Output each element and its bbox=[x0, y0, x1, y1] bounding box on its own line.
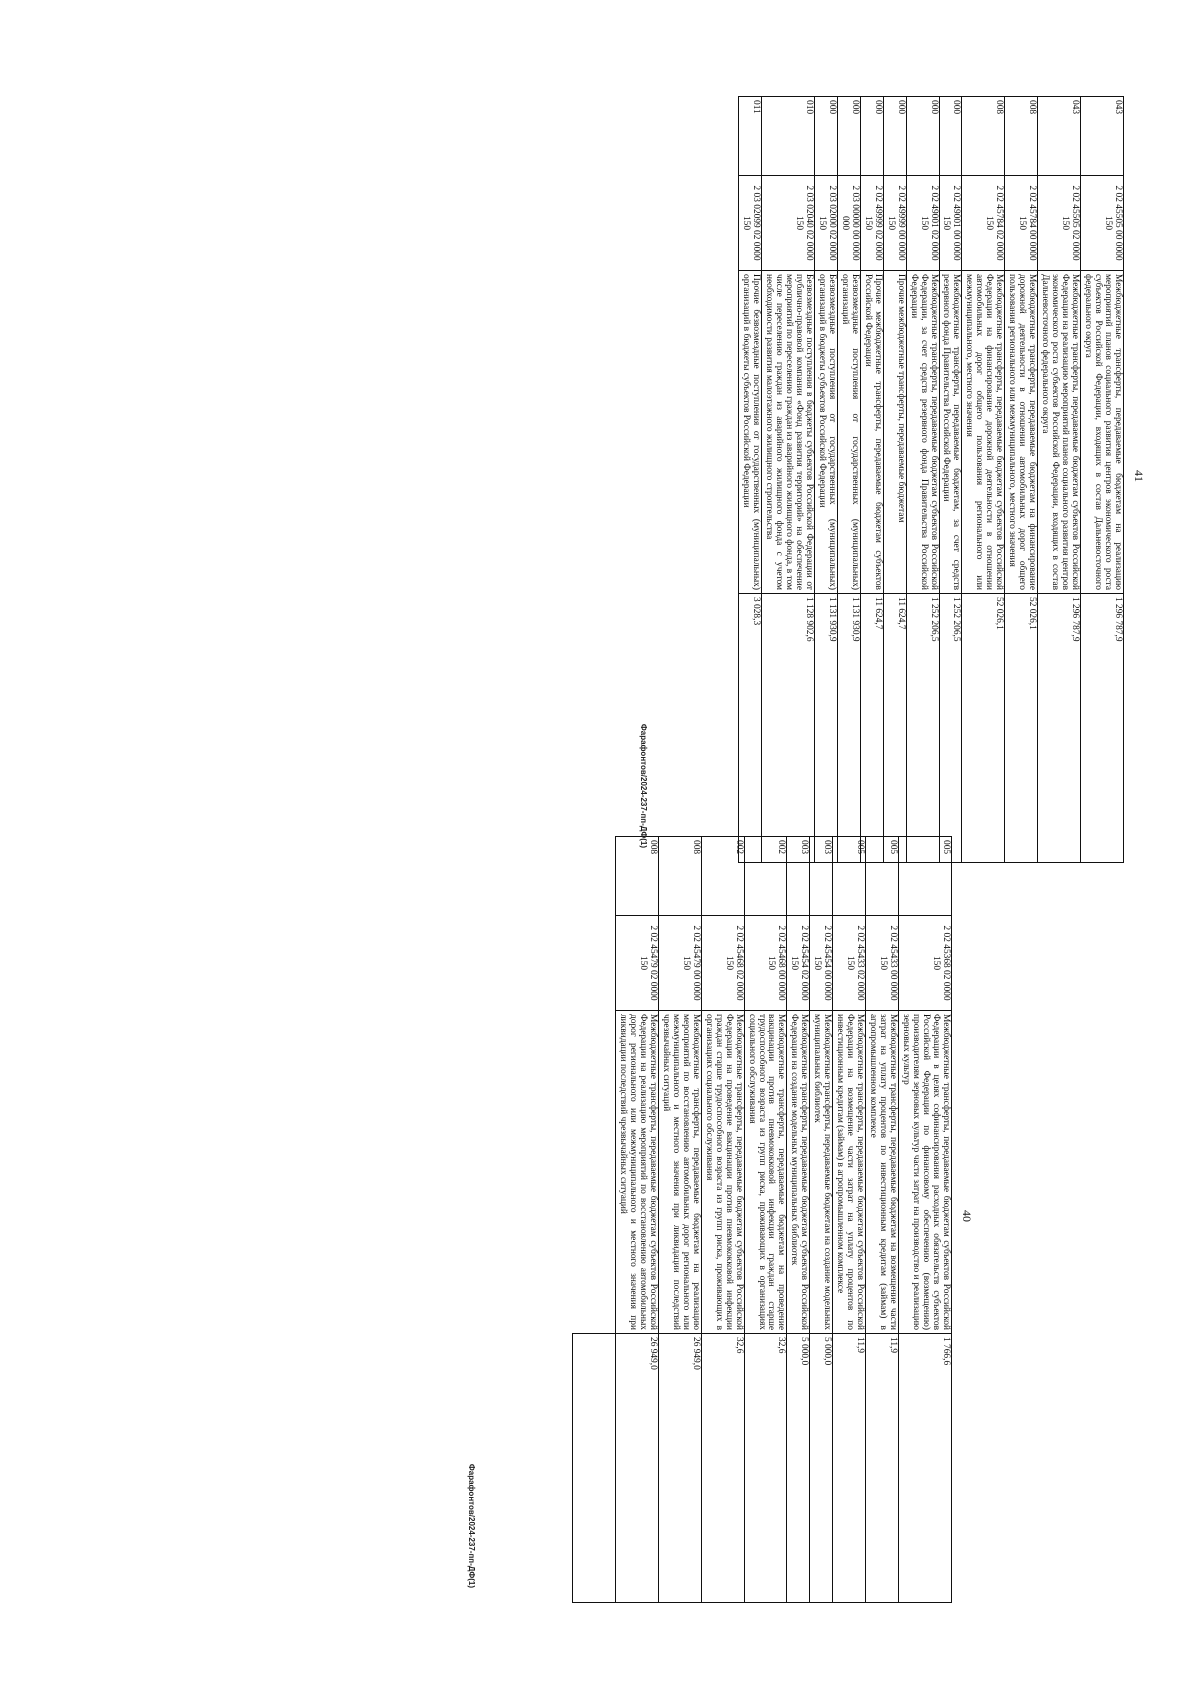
admin-code: 000 bbox=[906, 97, 939, 176]
admin-code: 003 bbox=[810, 837, 833, 916]
page-footer: Фарафонтов/2024-237-пп-ДФ(1) bbox=[467, 1463, 476, 1588]
admin-code: 005 bbox=[833, 837, 866, 916]
budget-code: 2 02 49999 02 0000 150 bbox=[860, 176, 883, 271]
budget-code: 2 02 45433 00 0000 150 bbox=[866, 916, 899, 1011]
admin-code: 043 bbox=[1038, 97, 1081, 176]
budget-table bbox=[738, 96, 1124, 863]
admin-code: 008 bbox=[615, 837, 658, 916]
income-name: Межбюджетные трансферты, передаваемые бюджетам на проведение вакцинации против пневмококковой инфекции граждан старше трудоспособного возраста из групп риска, проживающих в организациях социального обслуживания bbox=[744, 1011, 787, 1334]
amount-value: 1 131 930,9 bbox=[814, 594, 837, 863]
income-name: Межбюджетные трансферты, передаваемые бюджетам, за счет средств резервного фонда Правительства Российской Федерации bbox=[939, 271, 962, 594]
budget-code: 2 02 45454 00 0000 150 bbox=[810, 916, 833, 1011]
amount-value: 11 624,7 bbox=[883, 594, 906, 863]
amount-value: 5 000,0 bbox=[810, 1334, 833, 1603]
budget-code: 2 02 45433 02 0000 150 bbox=[833, 916, 866, 1011]
admin-code: 002 bbox=[701, 837, 744, 916]
table-row bbox=[962, 97, 1005, 863]
table-row bbox=[744, 837, 787, 1603]
budget-code: 2 02 45468 02 0000 150 bbox=[701, 916, 744, 1011]
table-row bbox=[701, 837, 744, 1603]
income-name: Межбюджетные трансферты, передаваемые бюджетам субъектов Российской Федерации на реализацию мероприятий по восстановлению автомобильных дорог регионального или межмуниципального и местного значения при ликвидации последствий чрезвычайных ситуаций bbox=[615, 1011, 658, 1334]
income-name: Межбюджетные трансферты, передаваемые бюджетам субъектов Российской Федерации на возмещение части затрат на уплату процентов по инвестиционным кредитам (займам) в агропромышленном комплексе bbox=[833, 1011, 866, 1334]
table-row bbox=[762, 97, 815, 863]
budget-code: 2 03 00000 00 0000 000 bbox=[837, 176, 860, 271]
budget-code: 2 02 45368 02 0000 150 bbox=[899, 916, 952, 1011]
table-row bbox=[837, 97, 860, 863]
income-name: Межбюджетные трансферты, передаваемые бюджетам субъектов Российской Федерации на создание модельных муниципальных библиотек bbox=[787, 1011, 810, 1334]
table-row bbox=[906, 97, 939, 863]
admin-code: 000 bbox=[837, 97, 860, 176]
admin-code: 005 bbox=[899, 837, 952, 916]
amount-value: 1 296 787,9 bbox=[1038, 594, 1081, 863]
budget-code: 2 02 45784 02 0000 150 bbox=[962, 176, 1005, 271]
budget-code: 2 03 02000 02 0000 150 bbox=[814, 176, 837, 271]
income-name: Безвозмездные поступления от государственных (муниципальных) организаций в бюджеты субъектов Российской Федерации bbox=[814, 271, 837, 594]
table-row bbox=[658, 837, 701, 1603]
table-row bbox=[939, 97, 962, 863]
table-row bbox=[899, 837, 952, 1603]
admin-code: 011 bbox=[739, 97, 762, 176]
budget-code: 2 02 45784 00 0000 150 bbox=[1005, 176, 1038, 271]
table-row bbox=[860, 97, 883, 863]
amount-value: 52 026,1 bbox=[1005, 594, 1038, 863]
admin-code: 002 bbox=[744, 837, 787, 916]
income-name: Безвозмездные поступления от государственных (муниципальных) организаций bbox=[837, 271, 860, 594]
amount-value: 5 000,0 bbox=[787, 1334, 810, 1603]
income-name: Межбюджетные трансферты, передаваемые бюджетам субъектов Российской Федерации, за счет средств резервного фонда Правительства Российской Федерации bbox=[906, 271, 939, 594]
budget-table bbox=[572, 836, 952, 1603]
admin-code: 000 bbox=[883, 97, 906, 176]
table-row bbox=[1005, 97, 1038, 863]
document-page-40 bbox=[444, 836, 1004, 1596]
table-row bbox=[1081, 97, 1124, 863]
table-row bbox=[833, 837, 866, 1603]
income-name: Прочие межбюджетные трансферты, передаваемые бюджетам bbox=[883, 271, 906, 594]
budget-code: 2 03 02040 02 0000 150 bbox=[762, 176, 815, 271]
amount-value: 1 252 206,5 bbox=[906, 594, 939, 863]
amount-value: 1 131 930,9 bbox=[837, 594, 860, 863]
document-page-41 bbox=[616, 96, 1176, 856]
table-row bbox=[1038, 97, 1081, 863]
table-row bbox=[810, 837, 833, 1603]
admin-code: 000 bbox=[939, 97, 962, 176]
budget-code: 2 02 45468 00 0000 150 bbox=[744, 916, 787, 1011]
income-name: Безвозмездные поступления в бюджеты субъектов Российской Федерации от публично-правовой компании «Фонд развития территорий» на обеспечение мероприятий по переселению граждан из аварийного жилищного фонда, в том числе переселению граждан из аварийного жилищного фонда с учетом необходимости развития малоэтажного жилищного строительства bbox=[762, 271, 815, 594]
page-number: 40 bbox=[960, 1210, 974, 1222]
table-row bbox=[814, 97, 837, 863]
income-name: Межбюджетные трансферты, передаваемые бюджетам субъектов Российской Федерации на проведение вакцинации против пневмококковой инфекции граждан старше трудоспособного возраста из групп риска, проживающих в организациях социального обслуживания bbox=[701, 1011, 744, 1334]
budget-code: 2 02 49001 00 0000 150 bbox=[939, 176, 962, 271]
admin-code: 008 bbox=[1005, 97, 1038, 176]
amount-value: 32,6 bbox=[744, 1334, 787, 1603]
budget-code: 2 02 49999 00 0000 150 bbox=[883, 176, 906, 271]
table-row bbox=[866, 837, 899, 1603]
income-name: Межбюджетные трансферты, передаваемые бюджетам субъектов Российской Федерации на финансирование дорожной деятельности в отношении автомобильных дорог общего пользования регионального или межмуниципального, местного значения bbox=[962, 271, 1005, 594]
page-number: 41 bbox=[1132, 470, 1146, 482]
income-name: Межбюджетные трансферты, передаваемые бюджетам на реализацию мероприятий планов социального развития центров экономического роста субъектов Российской Федерации, входящих в состав Дальневосточного федерального округа bbox=[1081, 271, 1124, 594]
admin-code: 003 bbox=[787, 837, 810, 916]
budget-code: 2 02 45505 00 0000 150 bbox=[1081, 176, 1124, 271]
table-row bbox=[615, 837, 658, 1603]
amount-value: 11 624,7 bbox=[860, 594, 883, 863]
page-footer: Фарафонтов/2024-237-пп-ДФ(1) bbox=[639, 723, 648, 848]
income-name: Прочие межбюджетные трансферты, передаваемые бюджетам субъектов Российской Федерации bbox=[860, 271, 883, 594]
budget-code: 2 02 45479 02 0000 150 bbox=[615, 916, 658, 1011]
admin-code: 008 bbox=[658, 837, 701, 916]
budget-code: 2 02 45454 02 0000 150 bbox=[787, 916, 810, 1011]
table-row-blank bbox=[572, 837, 615, 1603]
income-name: Прочие безвозмездные поступления от государственных (муниципальных) организаций в бюджеты субъектов Российской Федерации bbox=[739, 271, 762, 594]
amount-value: 52 026,1 bbox=[962, 594, 1005, 863]
income-name: Межбюджетные трансферты, передаваемые бюджетам на создание модельных муниципальных библиотек bbox=[810, 1011, 833, 1334]
table-row bbox=[883, 97, 906, 863]
amount-value: 11,9 bbox=[866, 1334, 899, 1603]
admin-code: 000 bbox=[814, 97, 837, 176]
amount-value: 1 252 206,5 bbox=[939, 594, 962, 863]
amount-value: 1 128 902,6 bbox=[762, 594, 815, 863]
income-name: Межбюджетные трансферты, передаваемые бюджетам на возмещение части затрат на уплату процентов по инвестиционным кредитам (займам) в агропромышленном комплексе bbox=[866, 1011, 899, 1334]
budget-code: 2 02 49001 02 0000 150 bbox=[906, 176, 939, 271]
amount-value: 32,6 bbox=[701, 1334, 744, 1603]
admin-code: 043 bbox=[1081, 97, 1124, 176]
table-row bbox=[787, 837, 810, 1603]
admin-code: 010 bbox=[762, 97, 815, 176]
budget-code: 2 02 45479 00 0000 150 bbox=[658, 916, 701, 1011]
income-name: Межбюджетные трансферты, передаваемые бюджетам на реализацию мероприятий по восстановлению автомобильных дорог регионального или межмуниципального и местного значения при ликвидации последствий чрезвычайных ситуаций bbox=[658, 1011, 701, 1334]
income-name: Межбюджетные трансферты, передаваемые бюджетам субъектов Российской Федерации в целях софинансирования расходных обязательств субъектов Российской Федерации по финансовому обеспечению (возмещению) производителям зерновых культур части затрат на производство и реализацию зерновых культур bbox=[899, 1011, 952, 1334]
admin-code: 008 bbox=[962, 97, 1005, 176]
budget-code: 2 03 02099 02 0000 150 bbox=[739, 176, 762, 271]
income-name: Межбюджетные трансферты, передаваемые бюджетам на финансирование дорожной деятельности в отношении автомобильных дорог общего пользования регионального или межмуниципального, местного значения bbox=[1005, 271, 1038, 594]
income-name: Межбюджетные трансферты, передаваемые бюджетам субъектов Российской Федерации на реализацию мероприятий планов социального развития центров экономического роста субъектов Российской Федерации, входящих в состав Дальневосточного федерального округа bbox=[1038, 271, 1081, 594]
amount-value: 1 296 787,9 bbox=[1081, 594, 1124, 863]
amount-value: 3 028,3 bbox=[739, 594, 762, 863]
amount-value: 11,9 bbox=[833, 1334, 866, 1603]
amount-value: 26 949,0 bbox=[658, 1334, 701, 1603]
table-row bbox=[739, 97, 762, 863]
amount-value: 26 949,0 bbox=[615, 1334, 658, 1603]
admin-code: 000 bbox=[860, 97, 883, 176]
amount-value: 1 766,6 bbox=[899, 1334, 952, 1603]
budget-code: 2 02 45505 02 0000 150 bbox=[1038, 176, 1081, 271]
admin-code: 005 bbox=[866, 837, 899, 916]
